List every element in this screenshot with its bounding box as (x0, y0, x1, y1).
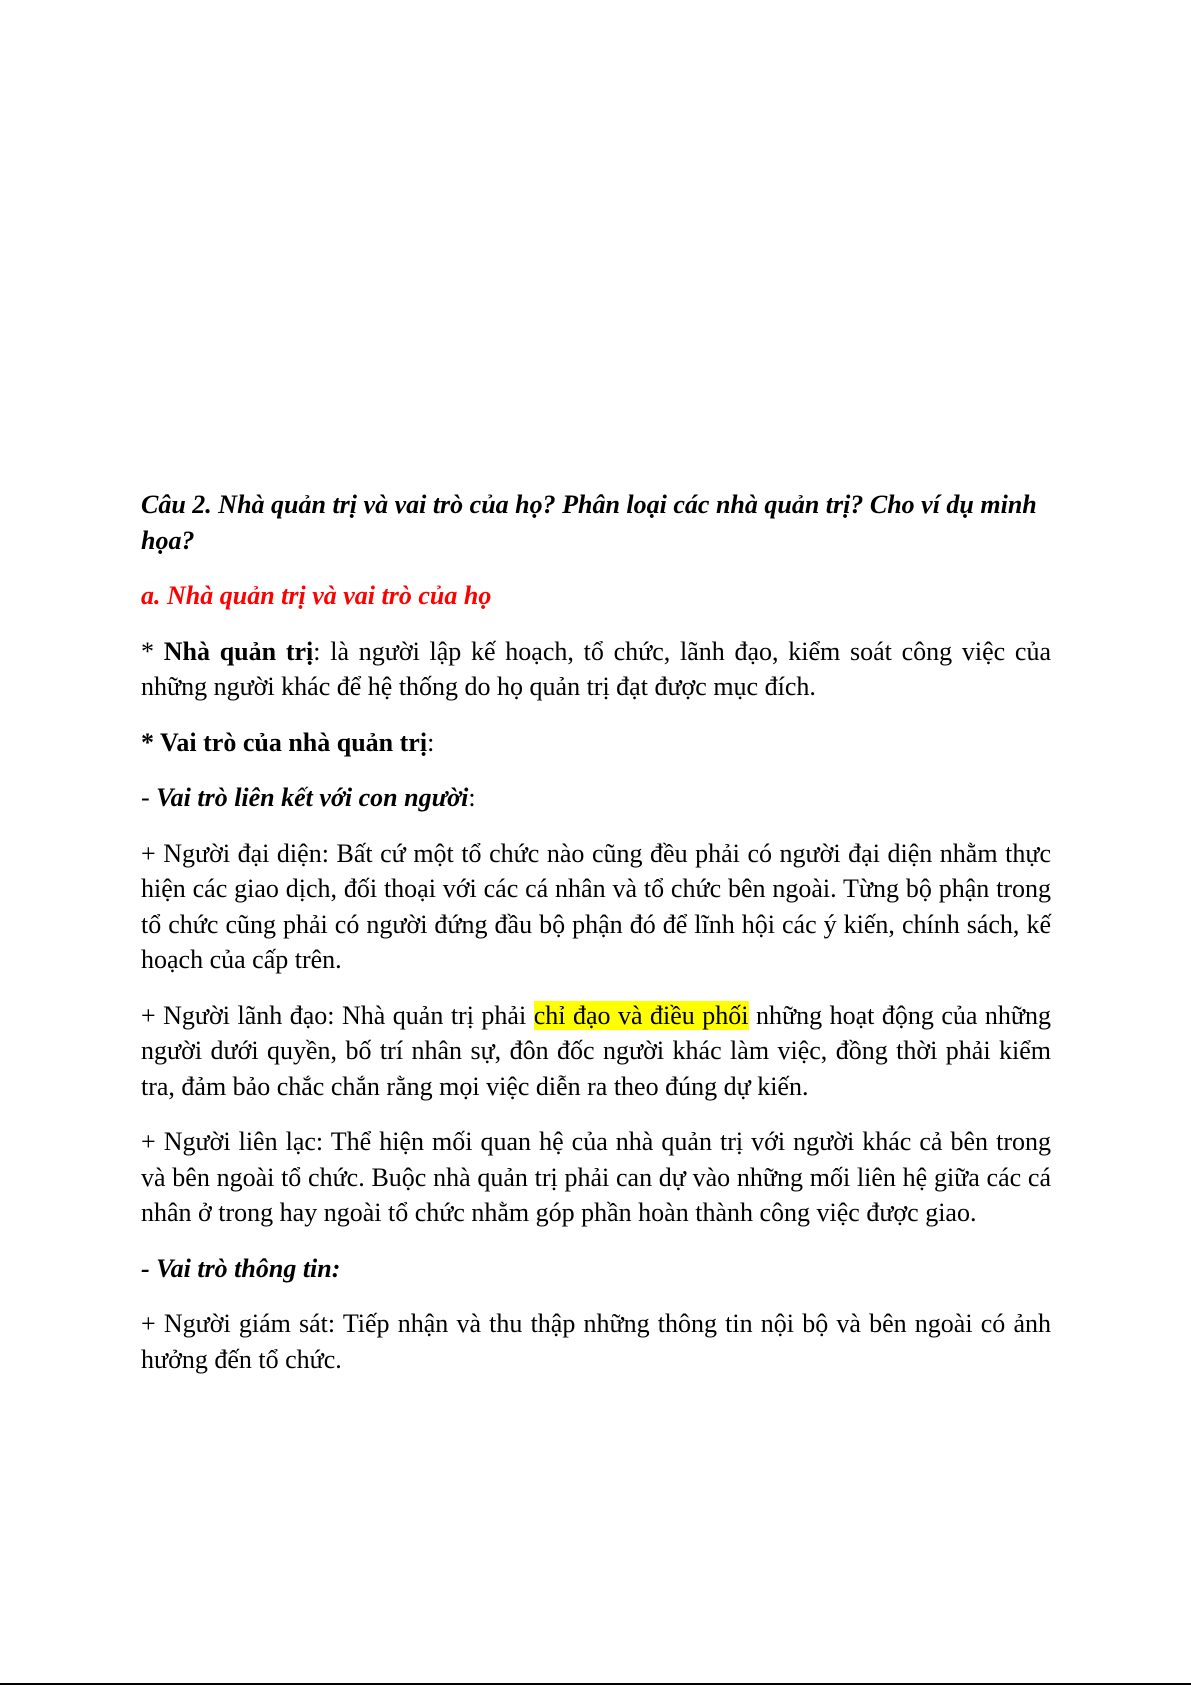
role-leader (141, 998, 1051, 1105)
document-page (141, 487, 1051, 1397)
interpersonal-heading-paragraph (141, 780, 1051, 816)
informational-heading: - Vai trò thông tin: (141, 1253, 341, 1283)
highlighted-phrase: chỉ đạo và điều phối (533, 1000, 749, 1030)
definition-paragraph (141, 634, 1051, 705)
section-heading-a: a. Nhà quản trị và vai trò của họ (141, 581, 492, 610)
definition-text: : là người lập kế hoạch, tổ chức, lãnh đạo, kiểm soát công việc của những người khác để hệ thống do họ quản trị đạt được mục đích. (141, 636, 1052, 701)
role-liaison: + Người liên lạc: Thể hiện mối quan hệ của nhà quản trị với người khác cả bên trong và bên ngoài tổ chức. Buộc nhà quản trị phải can dự vào những mối liên hệ giữa các cá nhân ở trong hay ngoài tổ chức nhằm góp phần hoàn thành công việc được giao. (141, 1127, 1051, 1227)
definition-prefix: * (141, 636, 164, 666)
question-title: Câu 2. Nhà quản trị và vai trò của họ? Phân loại các nhà quản trị? Cho ví dụ minh họa? (141, 490, 1037, 555)
role-monitor: + Người giám sát: Tiếp nhận và thu thập những thông tin nội bộ và bên ngoài có ảnh hưởng đến tổ chức. (141, 1309, 1051, 1374)
definition-term: Nhà quản trị (163, 636, 314, 666)
interpersonal-heading: Vai trò liên kết với con người (156, 783, 469, 812)
role-leader-after: những hoạt động của những người dưới quyền, bố trí nhân sự, đôn đốc người khác làm việc, đồng thời phải kiểm tra, đảm bảo chắc chắn rằng mọi việc diễn ra theo đúng dự kiến. (141, 1000, 1052, 1101)
interpersonal-suffix: : (468, 783, 476, 812)
roles-heading: * Vai trò của nhà quản trị (141, 727, 428, 757)
roles-heading-suffix: : (427, 727, 435, 757)
role-representative: + Người đại diện: Bất cứ một tổ chức nào cũng đều phải có người đại diện nhằm thực hiện các giao dịch, đối thoại với các cá nhân và tổ chức bên ngoài. Từng bộ phận trong tổ chức cũng phải có người đứng đầu bộ phận đó để lĩnh hội các ý kiến, chính sách, kế hoạch của cấp trên. (141, 838, 1051, 974)
roles-heading-paragraph (141, 725, 1051, 761)
role-leader-before: + Người lãnh đạo: Nhà quản trị phải (141, 1000, 534, 1030)
interpersonal-prefix: - (141, 783, 157, 812)
